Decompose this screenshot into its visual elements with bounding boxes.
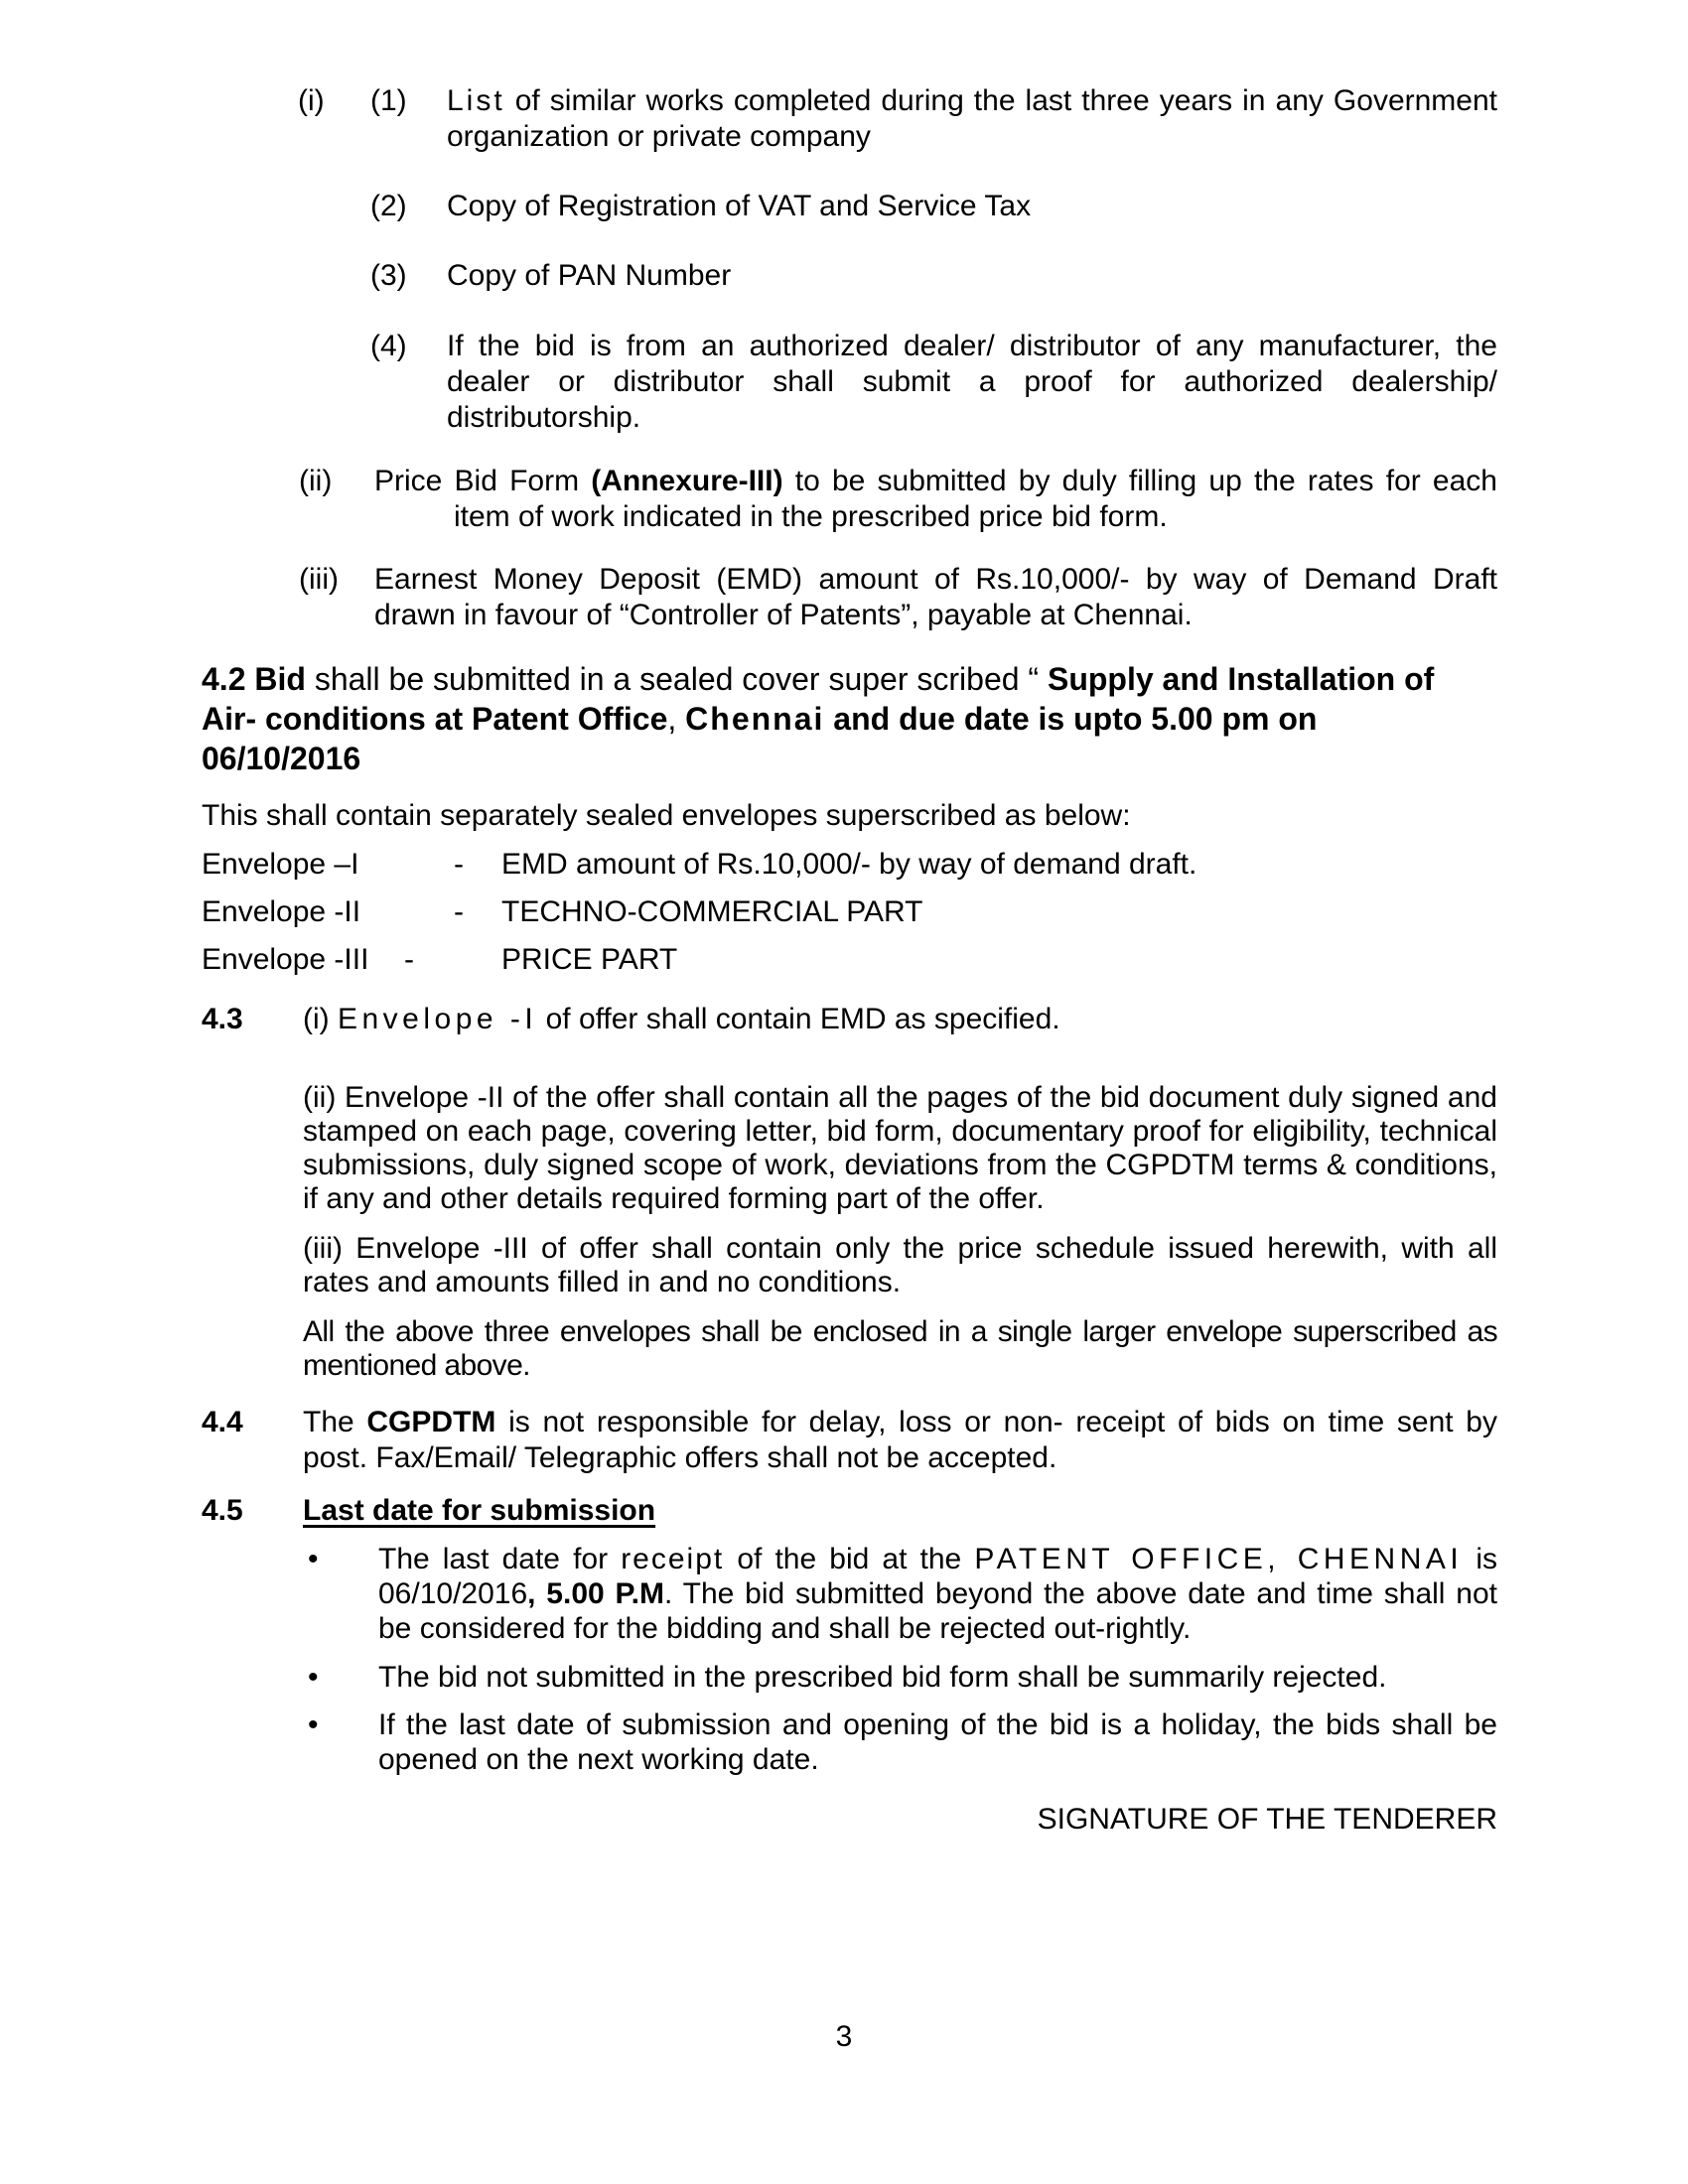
sec43-all-envelopes-paragraph: All the above three envelopes shall be enclosed in a single larger envelope superscribed as mentioned above. [303, 1315, 1497, 1382]
sec45-heading: Last date for submission [303, 1494, 656, 1527]
sec44-text [303, 1405, 1497, 1476]
item-1-text [447, 83, 1497, 155]
signature-line: SIGNATURE OF THE TENDERER [1037, 1803, 1497, 1836]
bullet-icon: • [308, 1543, 319, 1575]
item-ii-lead: Price Bid Form [374, 465, 592, 497]
list-item-iii [299, 562, 1497, 633]
sec44-cgpdtm-bold: CGPDTM [366, 1406, 496, 1438]
section-4-5 [202, 1493, 1497, 1529]
list-item-2 [298, 189, 1497, 224]
section-4-2-paragraph [202, 659, 1473, 778]
number-label-3: (3) [370, 259, 407, 292]
sec43-i-line [303, 1002, 1497, 1037]
list-item-3 [298, 258, 1497, 294]
envelope-row-2 [202, 894, 1497, 930]
bullet-item-1 [303, 1542, 1497, 1646]
sec43-number: 4.3 [202, 1003, 243, 1035]
envelope-2-label: Envelope -II [202, 895, 361, 928]
sec42-title-bold: Supply and Installation of Air- conditions at Patent Office [202, 661, 1435, 737]
number-label-2: (2) [370, 190, 407, 222]
sec42-comma: , [667, 701, 686, 737]
item-2-text: Copy of Registration of VAT and Service Tax [447, 190, 1032, 222]
bullet-icon: • [308, 1708, 319, 1741]
item-iii-text: Earnest Money Deposit (EMD) amount of Rs.10,000/- by way of Demand Draft drawn in favour of “Controller of Patents”, payable at Chennai. [374, 563, 1497, 631]
bullet-icon: • [308, 1661, 319, 1694]
bullet-2-text: The bid not submitted in the prescribed bid form shall be summarily rejected. [378, 1661, 1387, 1694]
envelope-row-3 [202, 942, 1497, 978]
envelope-2-desc: TECHNO-COMMERCIAL PART [501, 895, 923, 928]
envelope-1-desc: EMD amount of Rs.10,000/- by way of demand draft. [501, 848, 1197, 881]
envelope-1-label: Envelope –I [202, 848, 359, 881]
bullet-3-text: If the last date of submission and opening of the bid is a holiday, the bids shall be opened on the next working date. [378, 1708, 1497, 1776]
bullet-1-text [378, 1542, 1497, 1646]
empty-roman-col [298, 189, 370, 224]
empty-roman-col [298, 258, 370, 294]
section-4-4 [202, 1405, 1497, 1476]
item-1-lead-word: List [447, 84, 505, 117]
bullet-1-t1: The last date for [378, 1543, 622, 1575]
bullet-1-t3: is 06/10/2016 [378, 1543, 1497, 1610]
sec45-heading-line [303, 1493, 1497, 1529]
number-label-iii: (iii) [299, 563, 339, 596]
envelope-3-label: Envelope -III [202, 943, 369, 976]
item-ii-rest: to be submitted by duly filling up the rates for each item of work indicated in the prescribed price bid form. [454, 465, 1497, 533]
sec42-chennai-bold: Chennai [685, 701, 825, 737]
number-label-1: (1) [370, 84, 407, 117]
sec45-number: 4.5 [202, 1494, 243, 1527]
item-1-rest: of similar works completed during the last three years in any Government organization or private company [447, 84, 1497, 153]
roman-label-i: (i) [298, 84, 325, 117]
envelope-row-1 [202, 847, 1497, 883]
bullet-1-receipt-spaced: receipt [621, 1543, 725, 1575]
sec44-number: 4.4 [202, 1406, 243, 1438]
sec43-i-prefix: (i) [303, 1003, 338, 1035]
page-number: 3 [835, 2020, 853, 2053]
number-label-4: (4) [370, 330, 407, 362]
item-4-text: If the bid is from an authorized dealer/ distributor of any manufacturer, the dealer or distributor shall submit a proof for authorized dealership/ distributorship. [447, 330, 1497, 434]
item-3-text: Copy of PAN Number [447, 259, 732, 292]
envelopes-intro: This shall contain separately sealed envelopes superscribed as below: [202, 799, 1131, 832]
bullet-item-3 [303, 1707, 1497, 1777]
section-4-3 [202, 1002, 1497, 1037]
item-ii-text [374, 464, 1497, 535]
bullet-item-2 [303, 1660, 1497, 1695]
empty-roman-col [298, 329, 370, 436]
envelope-3-desc: PRICE PART [501, 943, 678, 976]
bullet-1-t4: . The bid submitted beyond the above date and time shall not be considered for the bidding and shall be rejected out-rightly. [378, 1577, 1497, 1645]
sec44-the: The [303, 1406, 367, 1438]
sec42-duedate-bold: and due date is upto 5.00 pm on 06/10/2016 [202, 701, 1318, 776]
sec42-lead-bold: 4.2 Bid [202, 661, 306, 697]
list-item-ii [299, 464, 1497, 535]
list-item-4 [298, 329, 1497, 436]
bullet-1-patent-office-spaced: PATENT OFFICE, CHENNAI [974, 1543, 1464, 1575]
list-item-i-1 [298, 83, 1497, 155]
envelope-3-dash: - [404, 943, 414, 976]
sec43-ii-paragraph: (ii) Envelope -II of the offer shall contain all the pages of the bid document duly signed and stamped on each page, covering letter, bid form, documentary proof for eligibility, technical submissions, duly signed scope of work, deviations from the CGPDTM terms & conditions, if any and other details required forming part of the offer. [303, 1081, 1497, 1215]
sec42-regular-1: shall be submitted in a sealed cover super scribed “ [305, 661, 1048, 697]
envelope-2-dash: - [454, 895, 464, 928]
sec44-rest: is not responsible for delay, loss or non- receipt of bids on time sent by post. Fax/Email/ Telegraphic offers shall not be accepted. [303, 1406, 1497, 1474]
item-ii-annexure-bold: (Annexure-III) [591, 465, 783, 497]
sec43-i-rest: of offer shall contain EMD as specified. [537, 1003, 1060, 1035]
bullet-1-t2: of the bid at the [724, 1543, 975, 1575]
bullet-1-time-bold: , 5.00 P.M [527, 1577, 664, 1610]
envelope-1-dash: - [454, 848, 464, 881]
number-label-ii: (ii) [299, 465, 333, 497]
sec43-iii-paragraph: (iii) Envelope -III of offer shall contain only the price schedule issued herewith, with all rates and amounts filled in and no conditions. [303, 1232, 1497, 1298]
sec43-i-envelope-spaced: Envelope -I [337, 1003, 538, 1035]
